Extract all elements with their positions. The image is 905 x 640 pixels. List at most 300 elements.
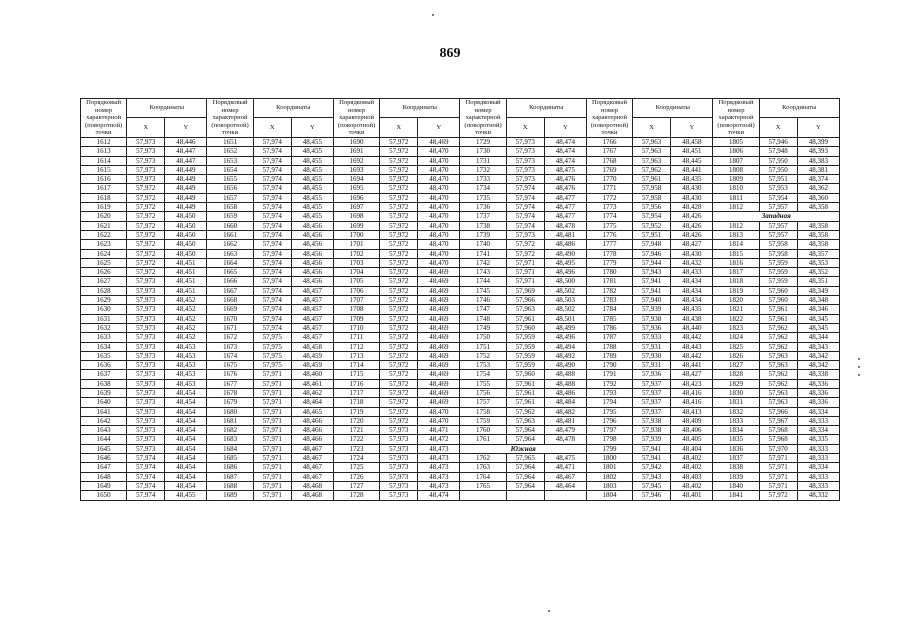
table-cell: 57,973	[127, 296, 165, 305]
table-cell: 48,333	[797, 472, 839, 481]
table-cell: 48,343	[797, 342, 839, 351]
table-row	[81, 416, 840, 425]
header-point-number: Порядковый номер характерной (поворотной) точки	[460, 99, 506, 138]
table-row	[81, 398, 840, 407]
header-coordinates: Координаты	[633, 99, 713, 118]
table-cell: 48,447	[165, 147, 207, 156]
table-cell: 57,973	[380, 426, 418, 435]
scan-speck	[432, 14, 434, 16]
table-cell: 1776	[586, 230, 632, 239]
table-cell: 57,974	[127, 472, 165, 481]
header-point-number: Порядковый номер характерной (поворотной) точки	[207, 99, 253, 138]
table-cell: 1642	[81, 416, 127, 425]
table-cell: 48,476	[544, 184, 586, 193]
table-cell: 57,937	[633, 398, 671, 407]
table-cell: 57,971	[759, 472, 797, 481]
table-cell: 1632	[81, 323, 127, 332]
table-cell: 48,473	[418, 472, 460, 481]
table-cell: 1794	[586, 398, 632, 407]
table-cell: 48,469	[418, 323, 460, 332]
table-cell: 57,940	[633, 296, 671, 305]
table-cell: 48,469	[418, 137, 460, 146]
table-cell: 57,958	[759, 249, 797, 258]
table-cell: 48,442	[671, 351, 713, 360]
table-cell: 48,469	[418, 342, 460, 351]
table-cell: 48,475	[544, 454, 586, 463]
table-cell: 48,460	[291, 370, 333, 379]
table-cell: 1770	[586, 175, 632, 184]
table-cell: 1676	[207, 370, 253, 379]
table-cell: 1705	[333, 277, 379, 286]
table-cell: 57,972	[380, 388, 418, 397]
table-cell: 1824	[713, 333, 759, 342]
table-cell: 57,966	[759, 407, 797, 416]
table-cell: 1774	[586, 212, 632, 221]
table-cell: 1684	[207, 444, 253, 453]
table-cell: 48,486	[544, 388, 586, 397]
table-cell: 1732	[460, 165, 506, 174]
table-cell: 1654	[207, 165, 253, 174]
table-cell: 57,971	[506, 258, 544, 267]
table-cell: 48,405	[671, 435, 713, 444]
table-row	[81, 305, 840, 314]
table-cell: 1819	[713, 286, 759, 295]
table-cell: 48,455	[291, 137, 333, 146]
table-cell: 1678	[207, 388, 253, 397]
table-cell: 48,454	[165, 472, 207, 481]
table-cell: 48,470	[418, 416, 460, 425]
table-cell: 1810	[713, 184, 759, 193]
table-cell: 57,973	[380, 481, 418, 490]
table-cell: 48,393	[797, 147, 839, 156]
table-cell: 48,454	[165, 416, 207, 425]
table-cell: 57,973	[127, 426, 165, 435]
table-cell: 48,496	[544, 268, 586, 277]
table-cell: 48,473	[418, 481, 460, 490]
table-cell: 48,454	[165, 398, 207, 407]
table-cell: 48,333	[797, 444, 839, 453]
table-row	[81, 323, 840, 332]
table-cell: 1767	[586, 147, 632, 156]
table-row	[81, 388, 840, 397]
table-cell: 1802	[586, 472, 632, 481]
scan-speck	[858, 374, 860, 376]
table-cell: 1839	[713, 472, 759, 481]
table-cell: 57,974	[127, 454, 165, 463]
table-cell: 1714	[333, 361, 379, 370]
header-x: X	[127, 118, 165, 137]
table-cell: 1817	[713, 268, 759, 277]
table-cell: 1681	[207, 416, 253, 425]
table-cell: 57,939	[633, 435, 671, 444]
table-cell: 1748	[460, 314, 506, 323]
table-cell: 1761	[460, 435, 506, 444]
table-cell: 57,974	[127, 463, 165, 472]
table-cell: 48,430	[671, 184, 713, 193]
table-cell: 57,943	[633, 472, 671, 481]
table-cell: 1670	[207, 314, 253, 323]
table-cell	[460, 491, 506, 500]
table-cell: 1808	[713, 165, 759, 174]
table-cell: 57,936	[633, 370, 671, 379]
table-cell: 1677	[207, 379, 253, 388]
table-cell: 57,971	[253, 416, 291, 425]
table-cell: 1655	[207, 175, 253, 184]
table-cell: 57,971	[253, 426, 291, 435]
table-cell: 48,470	[418, 165, 460, 174]
table-cell: 48,451	[671, 147, 713, 156]
table-cell: 1691	[333, 147, 379, 156]
table-cell: 1785	[586, 314, 632, 323]
table-cell: 57,950	[759, 165, 797, 174]
table-cell: 48,474	[418, 491, 460, 500]
table-cell: 48,433	[671, 268, 713, 277]
table-cell: 48,456	[291, 268, 333, 277]
table-cell: 57,952	[633, 221, 671, 230]
table-cell: 1841	[713, 491, 759, 500]
page-number: 869	[439, 46, 461, 61]
table-cell: 1645	[81, 444, 127, 453]
table-cell: 48,426	[671, 212, 713, 221]
table-row	[81, 472, 840, 481]
table-cell: 57,974	[127, 481, 165, 490]
table-cell: 57,971	[506, 268, 544, 277]
table-cell: 48,503	[544, 296, 586, 305]
table-cell: 57,971	[506, 277, 544, 286]
table-cell: 57,974	[253, 221, 291, 230]
table-cell: 57,959	[759, 268, 797, 277]
table-cell: 48,492	[544, 351, 586, 360]
table-cell: 1743	[460, 268, 506, 277]
table-cell: 1725	[333, 463, 379, 472]
table-cell: 57,961	[506, 398, 544, 407]
table-cell: 1699	[333, 221, 379, 230]
table-cell: 57,951	[759, 175, 797, 184]
header-point-number: Порядковый номер характерной (поворотной) точки	[586, 99, 632, 138]
table-cell: 48,456	[291, 249, 333, 258]
table-cell: 1763	[460, 463, 506, 472]
table-cell: 48,470	[418, 240, 460, 249]
table-cell: 48,467	[544, 472, 586, 481]
table-cell: 48,478	[544, 221, 586, 230]
table-cell: 48,451	[165, 268, 207, 277]
table-cell: 48,469	[418, 361, 460, 370]
table-cell: 48,462	[291, 388, 333, 397]
table-cell: 57,974	[253, 277, 291, 286]
table-cell: 48,334	[797, 463, 839, 472]
table-cell: 1668	[207, 296, 253, 305]
coordinates-table	[80, 98, 840, 501]
table-cell: 48,334	[797, 407, 839, 416]
table-cell: 48,357	[797, 249, 839, 258]
table-cell: 1641	[81, 407, 127, 416]
table-cell: 57,973	[127, 333, 165, 342]
table-cell: 57,967	[759, 416, 797, 425]
table-row	[81, 454, 840, 463]
table-cell: 1719	[333, 407, 379, 416]
table-cell: 48,469	[418, 333, 460, 342]
header-point-number: Порядковый номер характерной (поворотной) точки	[713, 99, 759, 138]
table-cell: 48,358	[797, 240, 839, 249]
table-row	[81, 481, 840, 490]
table-cell: 48,464	[544, 481, 586, 490]
table-cell: 48,474	[544, 147, 586, 156]
table-cell: 48,469	[418, 370, 460, 379]
table-cell: 48,466	[291, 435, 333, 444]
table-cell: 1786	[586, 323, 632, 332]
table-cell: 57,941	[633, 444, 671, 453]
table-cell: 1799	[586, 444, 632, 453]
table-cell: 1615	[81, 165, 127, 174]
table-cell: 48,338	[797, 370, 839, 379]
table-cell: 48,461	[291, 379, 333, 388]
table-cell: 57,973	[127, 175, 165, 184]
header-coordinates: Координаты	[127, 99, 207, 118]
table-cell: 57,975	[253, 333, 291, 342]
table-cell: 57,962	[506, 407, 544, 416]
table-cell: 57,974	[253, 268, 291, 277]
table-cell: 1812	[713, 221, 759, 230]
table-cell: 57,974	[253, 137, 291, 146]
table-cell: 1816	[713, 258, 759, 267]
table-cell: 48,495	[544, 258, 586, 267]
table-cell: 57,973	[127, 388, 165, 397]
table-cell: 1807	[713, 156, 759, 165]
table-cell: 1769	[586, 165, 632, 174]
table-header	[81, 99, 840, 138]
table-cell: 1679	[207, 398, 253, 407]
header-x: X	[633, 118, 671, 137]
table-cell: 1775	[586, 221, 632, 230]
table-cell: 1640	[81, 398, 127, 407]
table-cell: 57,931	[633, 361, 671, 370]
table-cell: 57,973	[127, 435, 165, 444]
table-cell: 57,972	[380, 314, 418, 323]
table-cell: 57,960	[506, 370, 544, 379]
table-cell: 57,974	[127, 491, 165, 500]
table-row	[81, 230, 840, 239]
table-cell: 48,455	[291, 147, 333, 156]
table-cell: 57,973	[380, 454, 418, 463]
table-cell: 1648	[81, 472, 127, 481]
table-cell: 1746	[460, 296, 506, 305]
table-cell: 57,953	[759, 184, 797, 193]
table-cell: 48,502	[544, 305, 586, 314]
table-cell: 57,950	[759, 156, 797, 165]
table-cell: 48,474	[544, 156, 586, 165]
table-cell: 57,963	[633, 147, 671, 156]
table-cell: 48,455	[291, 184, 333, 193]
table-cell: 57,973	[127, 416, 165, 425]
table-cell: 1657	[207, 193, 253, 202]
table-cell: 57,972	[380, 165, 418, 174]
table-cell: 1736	[460, 203, 506, 212]
table-cell: 1731	[460, 156, 506, 165]
table-row	[81, 407, 840, 416]
table-cell: 1665	[207, 268, 253, 277]
table-cell: 48,455	[291, 175, 333, 184]
table-cell: 57,973	[127, 137, 165, 146]
table-cell: 48,423	[671, 379, 713, 388]
table-cell: 1625	[81, 258, 127, 267]
table-cell: 48,450	[165, 221, 207, 230]
table-cell: 48,456	[291, 258, 333, 267]
table-cell: 57,973	[127, 286, 165, 295]
table-cell: 48,441	[671, 165, 713, 174]
table-cell: 48,452	[165, 323, 207, 332]
table-cell: 57,951	[633, 230, 671, 239]
table-cell: 48,496	[544, 333, 586, 342]
table-cell: 57,972	[380, 333, 418, 342]
table-cell: 48,453	[165, 351, 207, 360]
table-cell: 48,470	[418, 203, 460, 212]
table-cell: 57,972	[506, 249, 544, 258]
table-cell: 57,957	[759, 221, 797, 230]
table-cell: 1738	[460, 221, 506, 230]
table-row	[81, 175, 840, 184]
table-cell: 57,957	[759, 230, 797, 239]
table-cell: 48,449	[165, 165, 207, 174]
table-cell: 57,972	[380, 268, 418, 277]
table-cell: 1742	[460, 258, 506, 267]
table-cell: 48,454	[165, 444, 207, 453]
table-cell: 57,972	[380, 258, 418, 267]
table-cell: 1685	[207, 454, 253, 463]
table-cell: 1616	[81, 175, 127, 184]
table-cell: 57,973	[127, 156, 165, 165]
section-label: Западная	[713, 212, 840, 221]
table-cell: 1692	[333, 156, 379, 165]
table-cell: 57,972	[380, 407, 418, 416]
table-cell: 1780	[586, 268, 632, 277]
table-cell: 57,972	[380, 156, 418, 165]
table-cell: 57,965	[506, 454, 544, 463]
table-row	[81, 258, 840, 267]
table-cell: 48,333	[797, 454, 839, 463]
table-cell: 1790	[586, 361, 632, 370]
table-cell: 48,477	[544, 193, 586, 202]
table-cell: 1830	[713, 388, 759, 397]
table-cell: 57,972	[127, 249, 165, 258]
table-cell: 57,963	[506, 305, 544, 314]
table-cell: 48,454	[165, 481, 207, 490]
table-cell: 57,946	[633, 249, 671, 258]
table-cell: 57,971	[253, 435, 291, 444]
table-cell: 57,974	[506, 193, 544, 202]
table-cell: 48,469	[418, 379, 460, 388]
table-cell: 48,440	[671, 323, 713, 332]
table-cell: 48,333	[797, 416, 839, 425]
table-cell: 48,469	[418, 286, 460, 295]
table-cell: 48,401	[671, 491, 713, 500]
table-cell: 57,938	[633, 416, 671, 425]
table-cell: 57,973	[380, 435, 418, 444]
table-cell: 57,974	[506, 184, 544, 193]
table-cell: 48,470	[418, 407, 460, 416]
table-cell: 57,943	[633, 268, 671, 277]
table-cell: 1620	[81, 212, 127, 221]
table-cell: 1798	[586, 435, 632, 444]
header-y: Y	[291, 118, 333, 137]
table-cell: 57,973	[506, 165, 544, 174]
table-cell: 57,971	[253, 463, 291, 472]
table-cell: 1768	[586, 156, 632, 165]
table-cell: 1702	[333, 249, 379, 258]
table-cell: 1680	[207, 407, 253, 416]
table-cell: 48,474	[544, 137, 586, 146]
table-cell: 1834	[713, 426, 759, 435]
table-cell: 57,971	[253, 379, 291, 388]
table-cell: 1696	[333, 193, 379, 202]
table-cell: 57,961	[633, 175, 671, 184]
table-cell: 57,973	[380, 463, 418, 472]
table-cell: 1613	[81, 147, 127, 156]
table-cell: 1805	[713, 137, 759, 146]
table-cell: 57,972	[380, 240, 418, 249]
table-cell: 48,351	[797, 277, 839, 286]
table-cell: 48,456	[291, 240, 333, 249]
table-cell: 57,938	[633, 426, 671, 435]
table-cell: 57,973	[127, 351, 165, 360]
table-cell: 48,453	[165, 379, 207, 388]
table-cell: 1771	[586, 184, 632, 193]
table-cell: 57,931	[633, 342, 671, 351]
table-cell: 1652	[207, 147, 253, 156]
table-cell: 57,972	[380, 379, 418, 388]
table-cell: 1661	[207, 230, 253, 239]
table-cell: 48,345	[797, 314, 839, 323]
table-row	[81, 314, 840, 323]
table-cell: 48,469	[418, 314, 460, 323]
table-cell: 48,469	[418, 398, 460, 407]
table-cell: 48,453	[165, 370, 207, 379]
table-cell: 48,409	[671, 416, 713, 425]
table-cell: 48,416	[671, 388, 713, 397]
table-cell: 57,972	[380, 184, 418, 193]
table-cell: 1713	[333, 351, 379, 360]
table-cell: 48,473	[418, 444, 460, 453]
table-cell: 1649	[81, 481, 127, 490]
table-cell: 48,476	[544, 175, 586, 184]
table-cell: 48,435	[671, 175, 713, 184]
table-cell: 1700	[333, 230, 379, 239]
table-cell: 48,455	[291, 193, 333, 202]
table-cell: 1698	[333, 212, 379, 221]
table-cell: 48,402	[671, 463, 713, 472]
table-cell: 57,962	[759, 333, 797, 342]
table-row	[81, 212, 840, 221]
table-cell: 1812	[713, 203, 759, 212]
table-cell: 57,963	[759, 398, 797, 407]
table-cell: 57,971	[253, 407, 291, 416]
table-cell: 57,973	[127, 147, 165, 156]
header-y: Y	[165, 118, 207, 137]
table-cell: 1749	[460, 323, 506, 332]
table-cell: 57,972	[380, 277, 418, 286]
table-cell: 1781	[586, 277, 632, 286]
table-cell: 57,974	[253, 175, 291, 184]
table-cell: 48,449	[165, 203, 207, 212]
table-cell: 57,974	[253, 240, 291, 249]
table-cell: 57,945	[633, 481, 671, 490]
table-cell: 57,974	[506, 221, 544, 230]
table-cell: 48,478	[544, 435, 586, 444]
table-cell: 48,442	[671, 333, 713, 342]
table-cell: 48,435	[671, 305, 713, 314]
table-cell: 57,963	[633, 156, 671, 165]
table-cell: 1813	[713, 230, 759, 239]
table-cell: 48,459	[291, 351, 333, 360]
